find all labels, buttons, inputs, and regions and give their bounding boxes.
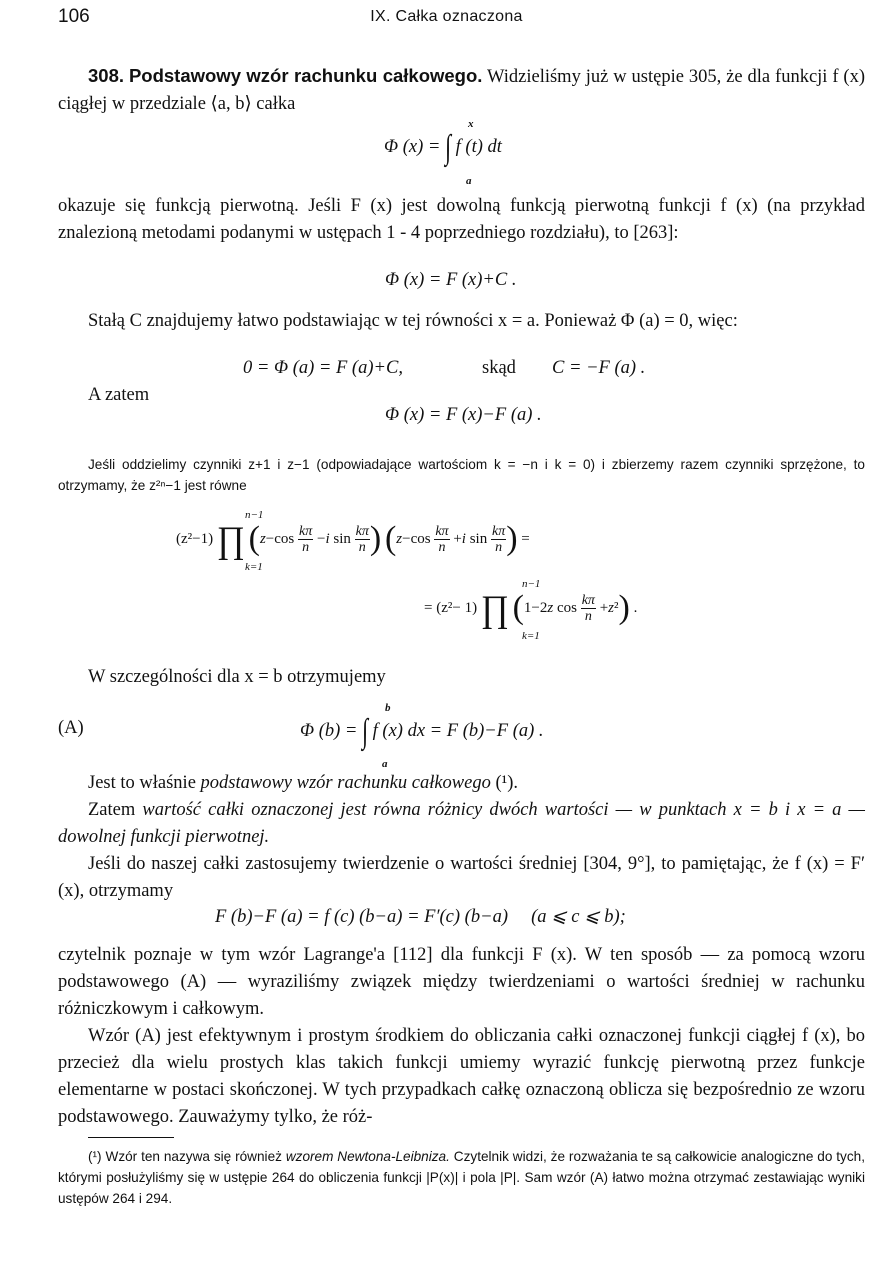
prod2-lhs: = (z²− 1): [424, 600, 478, 616]
chapter-title: IX. Całka oznaczona: [370, 8, 523, 25]
formula-A: [300, 710, 544, 750]
phi-integrand: f (t) dt: [455, 137, 502, 157]
paragraph-stala: [58, 308, 865, 335]
fraction: $\frac{k\pi}{n}$: [355, 524, 369, 556]
footnote-mark: (¹): [88, 1149, 102, 1164]
paragraph-szczegolnosci-text: W szczególności dla x = b otrzymujemy: [88, 667, 386, 687]
a-zatem-text: A zatem: [88, 385, 150, 405]
equation-phi-diff-text: Φ (x) = F (x)−F (a) .: [385, 405, 542, 425]
formula-A-lhs: Φ (b) =: [300, 721, 358, 741]
equation-phi-diff: [385, 405, 542, 426]
footnote: (¹) Wzór ten nazywa się również wzorem Newtona-Leibniza. Czytelnik widzi, że rozważania te są całkowicie analogiczne do tych, którymi posłużyliśmy się w ustępie 264 do obliczenia funkcji |P(x)| i pola |P|. Sam wzór (A) łatwo można otrzymać zestawiając wyniki ustępów 264 i 294.: [58, 1149, 865, 1206]
fraction: $\frac{k\pi}{n}$: [581, 593, 595, 625]
paragraph-group-2: [58, 770, 865, 905]
product-sign: ∏: [216, 520, 245, 561]
paragraph-czytelnik: czytelnik poznaje w tym wzór Lagrange'a [112] dla funkcji F (x). W ten sposób — za pomocą wzoru podstawowego (A) — wyraziliśmy związek między twierdzeniami o wartości średniej w rachunku różniczkowym i całkowym.: [58, 945, 865, 1019]
integral-sign: ∫: [362, 710, 369, 750]
equation-skad: [482, 358, 516, 379]
prod1-lhs: (z²−1): [176, 531, 214, 547]
skad-word: skąd: [482, 358, 516, 378]
a-zatem: [88, 385, 149, 406]
phi-integral-equation: [384, 126, 502, 166]
section-title: Podstawowy wzór rachunku całkowego.: [128, 65, 483, 86]
formula-A-integrand: f (x) dx = F (b)−F (a) .: [372, 721, 544, 741]
equation-phi-F-C-text: Φ (x) = F (x)+C .: [385, 270, 517, 290]
small-print-paragraph: [58, 454, 865, 496]
equation-C: [552, 358, 645, 379]
product-formula-2: = (z²− 1) ∏ (1−2z cos $\frac{k\pi}{n}$ +z²) .: [424, 589, 638, 630]
equation-zero-text: 0 = Φ (a) = F (a)+C,: [243, 358, 403, 378]
page-number: 106: [58, 6, 90, 27]
section-intro-text: Widzieliśmy już w ustępie 305, że dla funkcji f (x) ciągłej w przedziale ⟨a, b⟩ całka: [58, 67, 866, 114]
paragraph-okazuje: [58, 193, 865, 247]
paren: (: [248, 520, 260, 557]
fraction: $\frac{k\pi}{n}$: [491, 524, 506, 556]
footnote-rule: [88, 1137, 174, 1138]
paragraph-zatem: Zatem wartość całki oznaczonej jest równa różnicy dwóch wartości — w punktach x = b i x = a — dowolnej funkcji pierwotnej.: [58, 800, 866, 847]
formula-A-label-text: (A): [58, 718, 84, 738]
equation-zero: [243, 358, 403, 379]
phi-lower-limit: a: [466, 175, 472, 187]
paragraph-group-3: [58, 942, 865, 1131]
formula-A-upper: b: [385, 702, 391, 714]
formula-A-label: [58, 718, 84, 739]
product-formula-1: (z²−1) ∏ (z−cos $\frac{k\pi}{n}$ −i sin $\frac{k\pi}{n}$ ) (z−cos $\frac{k\pi}{n}$ +i sin $\frac{k\pi}{n}$ ) =: [176, 520, 530, 561]
lagrange-equation-text: F (b)−F (a) = f (c) (b−a) = F′(c) (b−a) (a ⩽ c ⩽ b);: [215, 907, 626, 927]
paragraph-szczegolnosci: [58, 664, 865, 691]
fraction: $\frac{k\pi}{n}$: [299, 524, 313, 556]
paragraph-srednia: Jeśli do naszej całki zastosujemy twierdzenie o wartości średniej [304, 9°], to pamiętając, że f (x) = F′(x), otrzymamy: [58, 854, 865, 901]
fraction: $\frac{k\pi}{n}$: [435, 524, 449, 556]
equation-C-text: C = −F (a) .: [552, 358, 646, 378]
phi-lhs: Φ (x) =: [384, 137, 441, 157]
formula-A-lower: a: [382, 758, 388, 770]
integral-sign: ∫: [444, 126, 452, 166]
prod2-lower: k=1: [522, 630, 540, 642]
paragraph-okazuje-text: okazuje się funkcją pierwotną. Jeśli F (x) jest dowolną funkcją pierwotną funkcji f (x) (na przykład znalezioną metodami podanymi w ustępach 1 - 4 poprzedniego rozdziału), to [263]:: [58, 196, 865, 243]
paragraph-jest-to: Jest to właśnie podstawowy wzór rachunku całkowego (¹).: [88, 773, 518, 793]
section-intro: [58, 62, 865, 118]
phi-upper-limit: x: [468, 118, 474, 130]
small-print-text: Jeśli oddzielimy czynniki z+1 i z−1 (odpowiadające wartościom k = −n i k = 0) i zbierzemy razem czynniki sprzężone, to otrzymamy, że z²ⁿ−1 jest równe: [58, 457, 865, 493]
paragraph-wzor: Wzór (A) jest efektywnym i prostym środkiem do obliczania całki oznaczonej funkcji ciągłej f (x), bo przecież dla wielu prostych klas takich funkcji umiemy wyrazić funkcję pierwotną przez funkcje elementarne w postaci skończonej. W tych przypadkach całkę oznaczoną oblicza się bezpośrednio ze wzoru podstawowego. Zauważymy tylko, że róż-: [58, 1026, 865, 1127]
equation-phi-F-C: [385, 270, 517, 291]
prod1-upper: n−1: [245, 509, 264, 521]
prod1-lower: k=1: [245, 561, 263, 573]
lagrange-equation: [215, 906, 626, 928]
product-sign: ∏: [480, 589, 509, 630]
prod2-upper: n−1: [522, 578, 541, 590]
section-number: 308.: [88, 65, 125, 86]
paragraph-stala-text: Stałą C znajdujemy łatwo podstawiając w tej równości x = a. Ponieważ Φ (a) = 0, więc:: [88, 311, 738, 331]
